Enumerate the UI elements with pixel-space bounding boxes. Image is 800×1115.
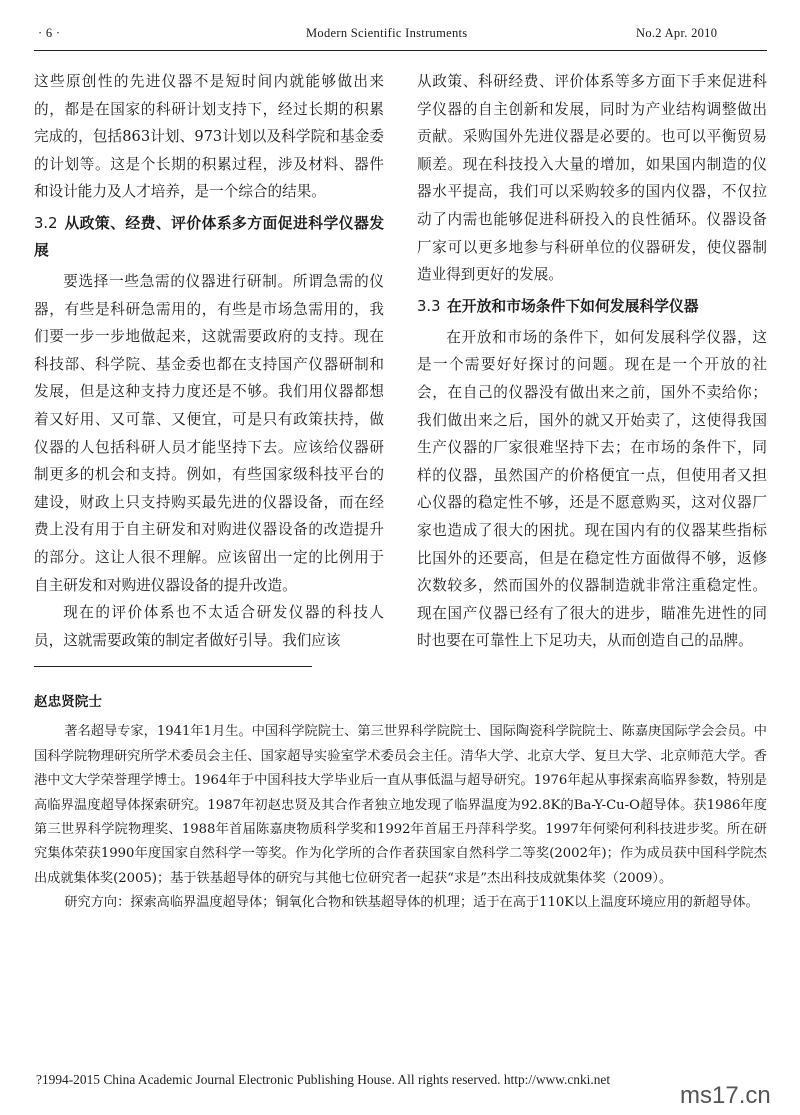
page-number: · 6 · [38,26,61,40]
left-paragraph-2: 要选择一些急需的仪器进行研制。所谓急需的仪器，有些是科研急需用的，有些是市场急需用的，我们要一步一步地做起来，这就需要政府的支持。现在科技部、科学院、基金委也都在支持国产仪器研制和发展，但是这种支持力度还是不够。我们用仪器都想着又好用、又可靠、又便宜，可是只有政策扶持，做仪器的人包括科研人员才能坚持下去。应该给仪器研制更多的机会和支持。例如，有些国家级科技平台的建设，财政上只支持购买最先进的仪器设备，而在经费上没有用于自主研发和对购进仪器设备的改造提升的部分。这让人很不理解。应该留出一定的比例用于自主研发和对购进仪器设备的提升改造。 [34,272,384,594]
bio-paragraph-1: 著名超导专家，1941年1月生。中国科学院院士、第三世界科学院院士、国际陶瓷科学院院士、陈嘉庚国际学会会员。中国科学院物理研究所学术委员会主任、国家超导实验室学术委员会主任。清华大学、北京大学、复旦大学、北京师范大学。香港中文大学荣誉理学博士。1964年于中国科技大学毕业后一直从事低温与超导研究。1976年起从事探索高临界参数，特别是高临界温度超导体探索研究。1987年初赵忠贤及其合作者独立地发现了临界温度为92.8K的Ba-Y-Cu-O超导体。获1986年度第三世界科学院物理奖、1988年首届陈嘉庚物质科学奖和1992年首届王丹萍科学奖。1997年何梁何利科技进步奖。所在研究集体荣获1990年度国家自然科学一等奖。作为化学所的合作者获国家自然科学二等奖(2002年)；作为成员获中国科学院杰出成就集体奖(2005)；基于铁基超导体的研究与其他七位研究者一起获“求是”杰出科技成就集体奖（2009）。 [34,724,767,886]
left-paragraph-1: 这些原创性的先进仪器不是短时间内就能够做出来的，都是在国家的科研计划支持下，经过长期的积累完成的，包括863计划、973计划以及科学院和基金委的计划等。这是个长期的积累过程，涉及材料、器件和设计能力及人才培养，是一个综合的结果。 [34,73,384,201]
section-title: 从政策、经费、评价体系多方面促进科学仪器发展 [34,214,384,259]
right-paragraph-2: 在开放和市场的条件下，如何发展科学仪器，这是一个需要好好探讨的问题。现在是一个开放的社会，在自己的仪器没有做出来之前，国外不卖给你；我们做出来之后，国外的就又开始卖了，这使得我国生产仪器的厂家很难坚持下去；在市场的条件下，同样的仪器，虽然国产的价格便宜一点，但使用者又担心仪器的稳定性不够，还是不愿意购买，这对仪器厂家也造成了很大的困扰。现在国内有的仪器某些指标比国外的还要高，但是在稳定性方面做得不够，返修次数较多，然而国外的仪器制造就非常注重稳定性。现在国产仪器已经有了很大的进步，瞄准先进性的同时也要在可靠性上下足功夫，从而创造自己的品牌。 [417,328,767,650]
section-3-3-heading [417,293,767,320]
bio-divider [34,666,312,667]
copyright-footer: ?1994-2015 China Academic Journal Electronic Publishing House. All rights reserved. http://www.cnki.net [36,1072,611,1087]
watermark: ms17.cn [680,1082,771,1109]
right-paragraph-1: 从政策、科研经费、评价体系等多方面下手来促进科学仪器的自主创新和发展，同时为产业结构调整做出贡献。采购国外先进仪器是必要的。也可以平衡贸易顺差。现在科技投入大量的增加，如果国内制造的仪器水平提高，我们可以采购较多的国内仪器，不仅拉动了内需也能够促进科研投入的良性循环。仪器设备厂家可以更多地参与科研单位的仪器研发，使仪器制造业得到更好的发展。 [417,73,767,284]
section-3-2-heading [34,210,384,264]
section-number: 3.3 [417,297,441,315]
right-column [417,68,767,655]
left-paragraph-3: 现在的评价体系也不太适合研发仪器的科技人员，这就需要政策的制定者做好引导。我们应该 [34,604,384,649]
bio-name: 赵忠贤院士 [34,694,102,710]
section-title: 在开放和市场条件下如何发展科学仪器 [447,297,699,315]
left-column [34,68,384,654]
section-number: 3.2 [34,214,58,232]
journal-title: Modern Scientific Instruments [306,26,468,40]
issue-info: No.2 Apr. 2010 [636,26,718,40]
header-rule [34,50,767,51]
author-bio [34,690,767,916]
bio-paragraph-2: 研究方向：探索高临界温度超导体；铜氧化合物和铁基超导体的机理；适于在高于110K以上温度环境应用的新超导体。 [64,895,759,911]
